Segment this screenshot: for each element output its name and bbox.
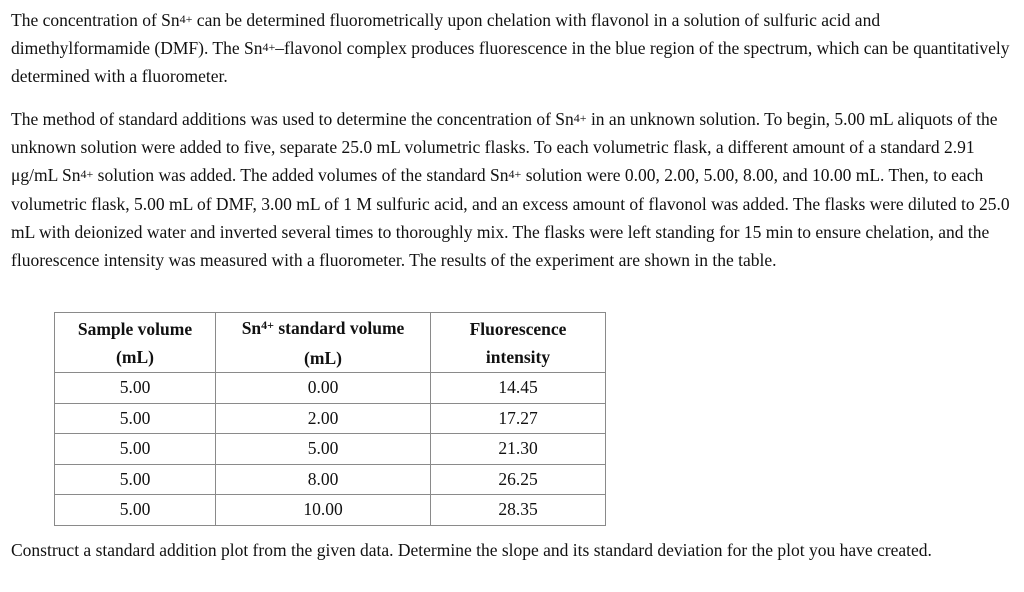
header-fluorescence bbox=[431, 313, 606, 373]
cell-fluorescence: 14.45 bbox=[431, 373, 606, 404]
intro-superscript-1: 4+ bbox=[179, 12, 193, 26]
table-row bbox=[55, 434, 606, 465]
question-paragraph: Construct a standard addition plot from the given data. Determine the slope and its standard deviation for the plot you have created. bbox=[11, 540, 932, 560]
cell-fluorescence: 26.25 bbox=[431, 464, 606, 495]
method-superscript-1: 4+ bbox=[573, 111, 587, 125]
method-text-1: The method of standard additions was used to determine the concentration of Sn bbox=[11, 109, 574, 129]
cell-standard-volume: 5.00 bbox=[216, 434, 431, 465]
header-sample-volume bbox=[55, 313, 216, 373]
intro-text-2: can be determined fluorometrically upon chelation with flavonol in a solution of sulfuric acid and dimethylformamide (DMF). The Sn bbox=[11, 10, 881, 59]
header-standard-volume-sn: Sn bbox=[241, 317, 262, 338]
cell-sample-volume: 5.00 bbox=[55, 464, 216, 495]
intro-text-1: The concentration of Sn bbox=[11, 10, 180, 30]
method-superscript-2: 4+ bbox=[80, 167, 94, 182]
table-header-row bbox=[55, 313, 606, 373]
cell-standard-volume: 10.00 bbox=[216, 495, 431, 526]
header-standard-volume bbox=[216, 313, 431, 373]
cell-fluorescence: 21.30 bbox=[431, 434, 606, 465]
cell-sample-volume: 5.00 bbox=[55, 434, 216, 465]
header-sample-volume-line2: (mL) bbox=[116, 346, 154, 367]
method-text-4: solution were 0.00, 2.00, 5.00, 8.00, and 10.00 mL. Then, to each volumetric flask, 5.00 mL of DMF, 3.00 mL of 1 M sulfuric acid, and an excess amount of flavonol was added. The flasks were diluted to 25.0 mL with deionized water and inverted several times to thoroughly mix. The flasks were left standing for 15 min to ensure chelation, and the fluorescence intensity was measured with a fluorometer. The results of the experiment are shown in the table. bbox=[11, 165, 1010, 271]
cell-sample-volume: 5.00 bbox=[55, 373, 216, 404]
header-sample-volume-line1: Sample volume bbox=[77, 318, 193, 339]
intro-superscript-2: 4+ bbox=[262, 40, 276, 55]
header-standard-volume-line1: standard volume bbox=[274, 317, 405, 338]
header-fluorescence-line1: Fluorescence bbox=[469, 318, 567, 339]
table-row bbox=[55, 373, 606, 404]
cell-sample-volume: 5.00 bbox=[55, 495, 216, 526]
table-row bbox=[55, 403, 606, 434]
table-row bbox=[55, 464, 606, 495]
header-standard-volume-line2: (mL) bbox=[304, 347, 342, 368]
header-standard-volume-sup: 4+ bbox=[261, 317, 274, 332]
cell-standard-volume: 0.00 bbox=[216, 373, 431, 404]
cell-sample-volume: 5.00 bbox=[55, 403, 216, 434]
header-fluorescence-line2: intensity bbox=[485, 346, 551, 367]
results-table bbox=[54, 312, 606, 526]
table-row bbox=[55, 495, 606, 526]
method-text-3: solution was added. The added volumes of the standard Sn bbox=[93, 165, 509, 186]
cell-standard-volume: 8.00 bbox=[216, 464, 431, 495]
method-text-2: in an unknown solution. To begin, 5.00 mL aliquots of the unknown solution were added to five, separate 25.0 mL volumetric flasks. To each volumetric flask, a different amount of a standard 2.91 μg/mL Sn bbox=[11, 109, 998, 186]
cell-fluorescence: 17.27 bbox=[431, 403, 606, 434]
cell-standard-volume: 2.00 bbox=[216, 403, 431, 434]
method-paragraph bbox=[11, 105, 1016, 274]
intro-paragraph bbox=[11, 6, 1016, 91]
cell-fluorescence: 28.35 bbox=[431, 495, 606, 526]
method-superscript-3: 4+ bbox=[508, 167, 522, 182]
intro-text-3: –flavonol complex produces fluorescence in the blue region of the spectrum, which can be quantitatively determined with a fluorometer. bbox=[11, 38, 1010, 87]
